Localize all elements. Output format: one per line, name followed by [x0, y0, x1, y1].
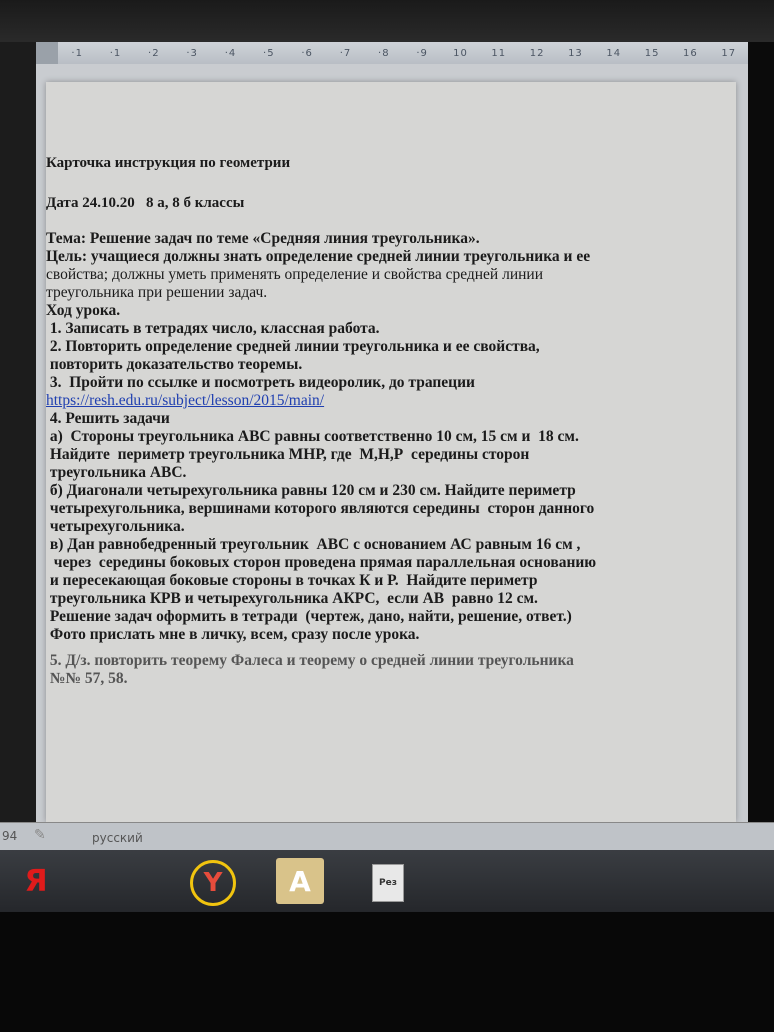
document-line: в) Дан равнобедренный треугольник АВС с основанием АС равным 16 см ,: [46, 536, 581, 553]
document-line: 3. Пройти по ссылке и посмотреть видеоролик, до трапеции: [46, 374, 475, 391]
document-line: Цель: учащиеся должны знать определение средней линии треугольника и ее: [46, 248, 591, 265]
homework-line: 5. Д/з. повторить теорему Фалеса и теорему о средней линии треугольника: [46, 652, 574, 669]
ruler-mark: 13: [568, 47, 583, 59]
document-title: Карточка инструкция по геометрии: [46, 155, 291, 171]
ruler-mark: ·8: [378, 47, 390, 59]
document-date: Дата 24.10.20 8 а, 8 б классы: [46, 195, 245, 211]
ruler-mark: 11: [491, 47, 507, 59]
document-line: четырехугольника, вершинами которого являются середины сторон данного: [46, 500, 595, 517]
ruler-margin: [36, 42, 58, 64]
document-line: 4. Решить задачи: [46, 410, 170, 427]
document-line: треугольника АВС.: [46, 464, 187, 481]
document-line: четырехугольника.: [46, 518, 185, 535]
ruler-mark: ·3: [186, 47, 198, 59]
taskbar: [0, 850, 774, 912]
acrobat-icon[interactable]: A: [276, 858, 324, 904]
ruler-mark: ·1: [109, 47, 122, 59]
ruler-mark: 16: [683, 47, 698, 59]
document-line: Ход урока.: [46, 302, 121, 319]
document-line: треугольника КРВ и четырехугольника АКРС, если АВ равно 12 см.: [46, 590, 538, 607]
horizontal-ruler[interactable]: [36, 42, 748, 65]
ruler-mark: ·7: [339, 47, 352, 59]
ruler-mark: 17: [721, 47, 737, 59]
document-line: Тема: Решение задач по теме «Средняя линия треугольника».: [46, 230, 480, 247]
spacer: [46, 644, 686, 652]
monitor-bezel-bottom: [0, 912, 774, 1032]
document-line: Фото прислать мне в личку, всем, сразу после урока.: [46, 626, 420, 643]
document-line: повторить доказательство теоремы.: [46, 356, 303, 373]
page-count: 94: [2, 829, 18, 843]
document-line: б) Диагонали четырехугольника равны 120 см и 230 см. Найдите периметр: [46, 482, 576, 499]
document-body: [46, 154, 686, 688]
ruler-mark: 10: [453, 47, 468, 59]
yandex-browser-icon[interactable]: Y: [190, 860, 236, 906]
ruler-mark: ·2: [148, 47, 160, 59]
document-line: свойства; должны уметь применять определение и свойства средней линии: [46, 266, 544, 283]
document-line: а) Стороны треугольника АВС равны соответственно 10 см, 15 см и 18 см.: [46, 428, 579, 445]
homework-line: №№ 57, 58.: [46, 670, 128, 687]
ruler-mark: 14: [606, 47, 622, 59]
document-page[interactable]: [46, 82, 736, 822]
ruler-mark: ·1: [71, 47, 83, 59]
yandex-icon[interactable]: Я: [24, 863, 48, 899]
document-line: через середины боковых сторон проведена прямая параллельная основанию: [46, 554, 597, 571]
document-line: Найдите периметр треугольника МНР, где М,Н,Р середины сторон: [46, 446, 530, 463]
monitor-bezel-left: [0, 42, 36, 822]
spellcheck-icon[interactable]: ✎: [34, 827, 46, 843]
document-file-icon[interactable]: Рез: [372, 864, 404, 902]
ruler-mark: ·9: [416, 47, 428, 59]
language-indicator[interactable]: русский: [92, 831, 143, 845]
monitor-bezel-top: [0, 0, 774, 42]
document-line: треугольника при решении задач.: [46, 284, 268, 301]
ruler-mark: 15: [644, 47, 660, 59]
document-line: и пересекающая боковые стороны в точках К и Р. Найдите периметр: [46, 572, 538, 589]
ruler-mark: ·5: [263, 47, 275, 59]
document-line: 2. Повторить определение средней линии треугольника и ее свойства,: [46, 338, 540, 355]
document-workspace: [36, 64, 748, 822]
lesson-link[interactable]: https://resh.edu.ru/subject/lesson/2015/main/: [46, 392, 325, 409]
document-line: 1. Записать в тетрадях число, классная работа.: [46, 320, 380, 337]
ruler-mark: ·4: [224, 47, 237, 59]
document-line: Решение задач оформить в тетради (чертеж, дано, найти, решение, ответ.): [46, 608, 572, 625]
ruler-mark: 12: [529, 47, 545, 59]
ruler-mark: ·6: [301, 47, 313, 59]
status-bar: [0, 822, 774, 851]
